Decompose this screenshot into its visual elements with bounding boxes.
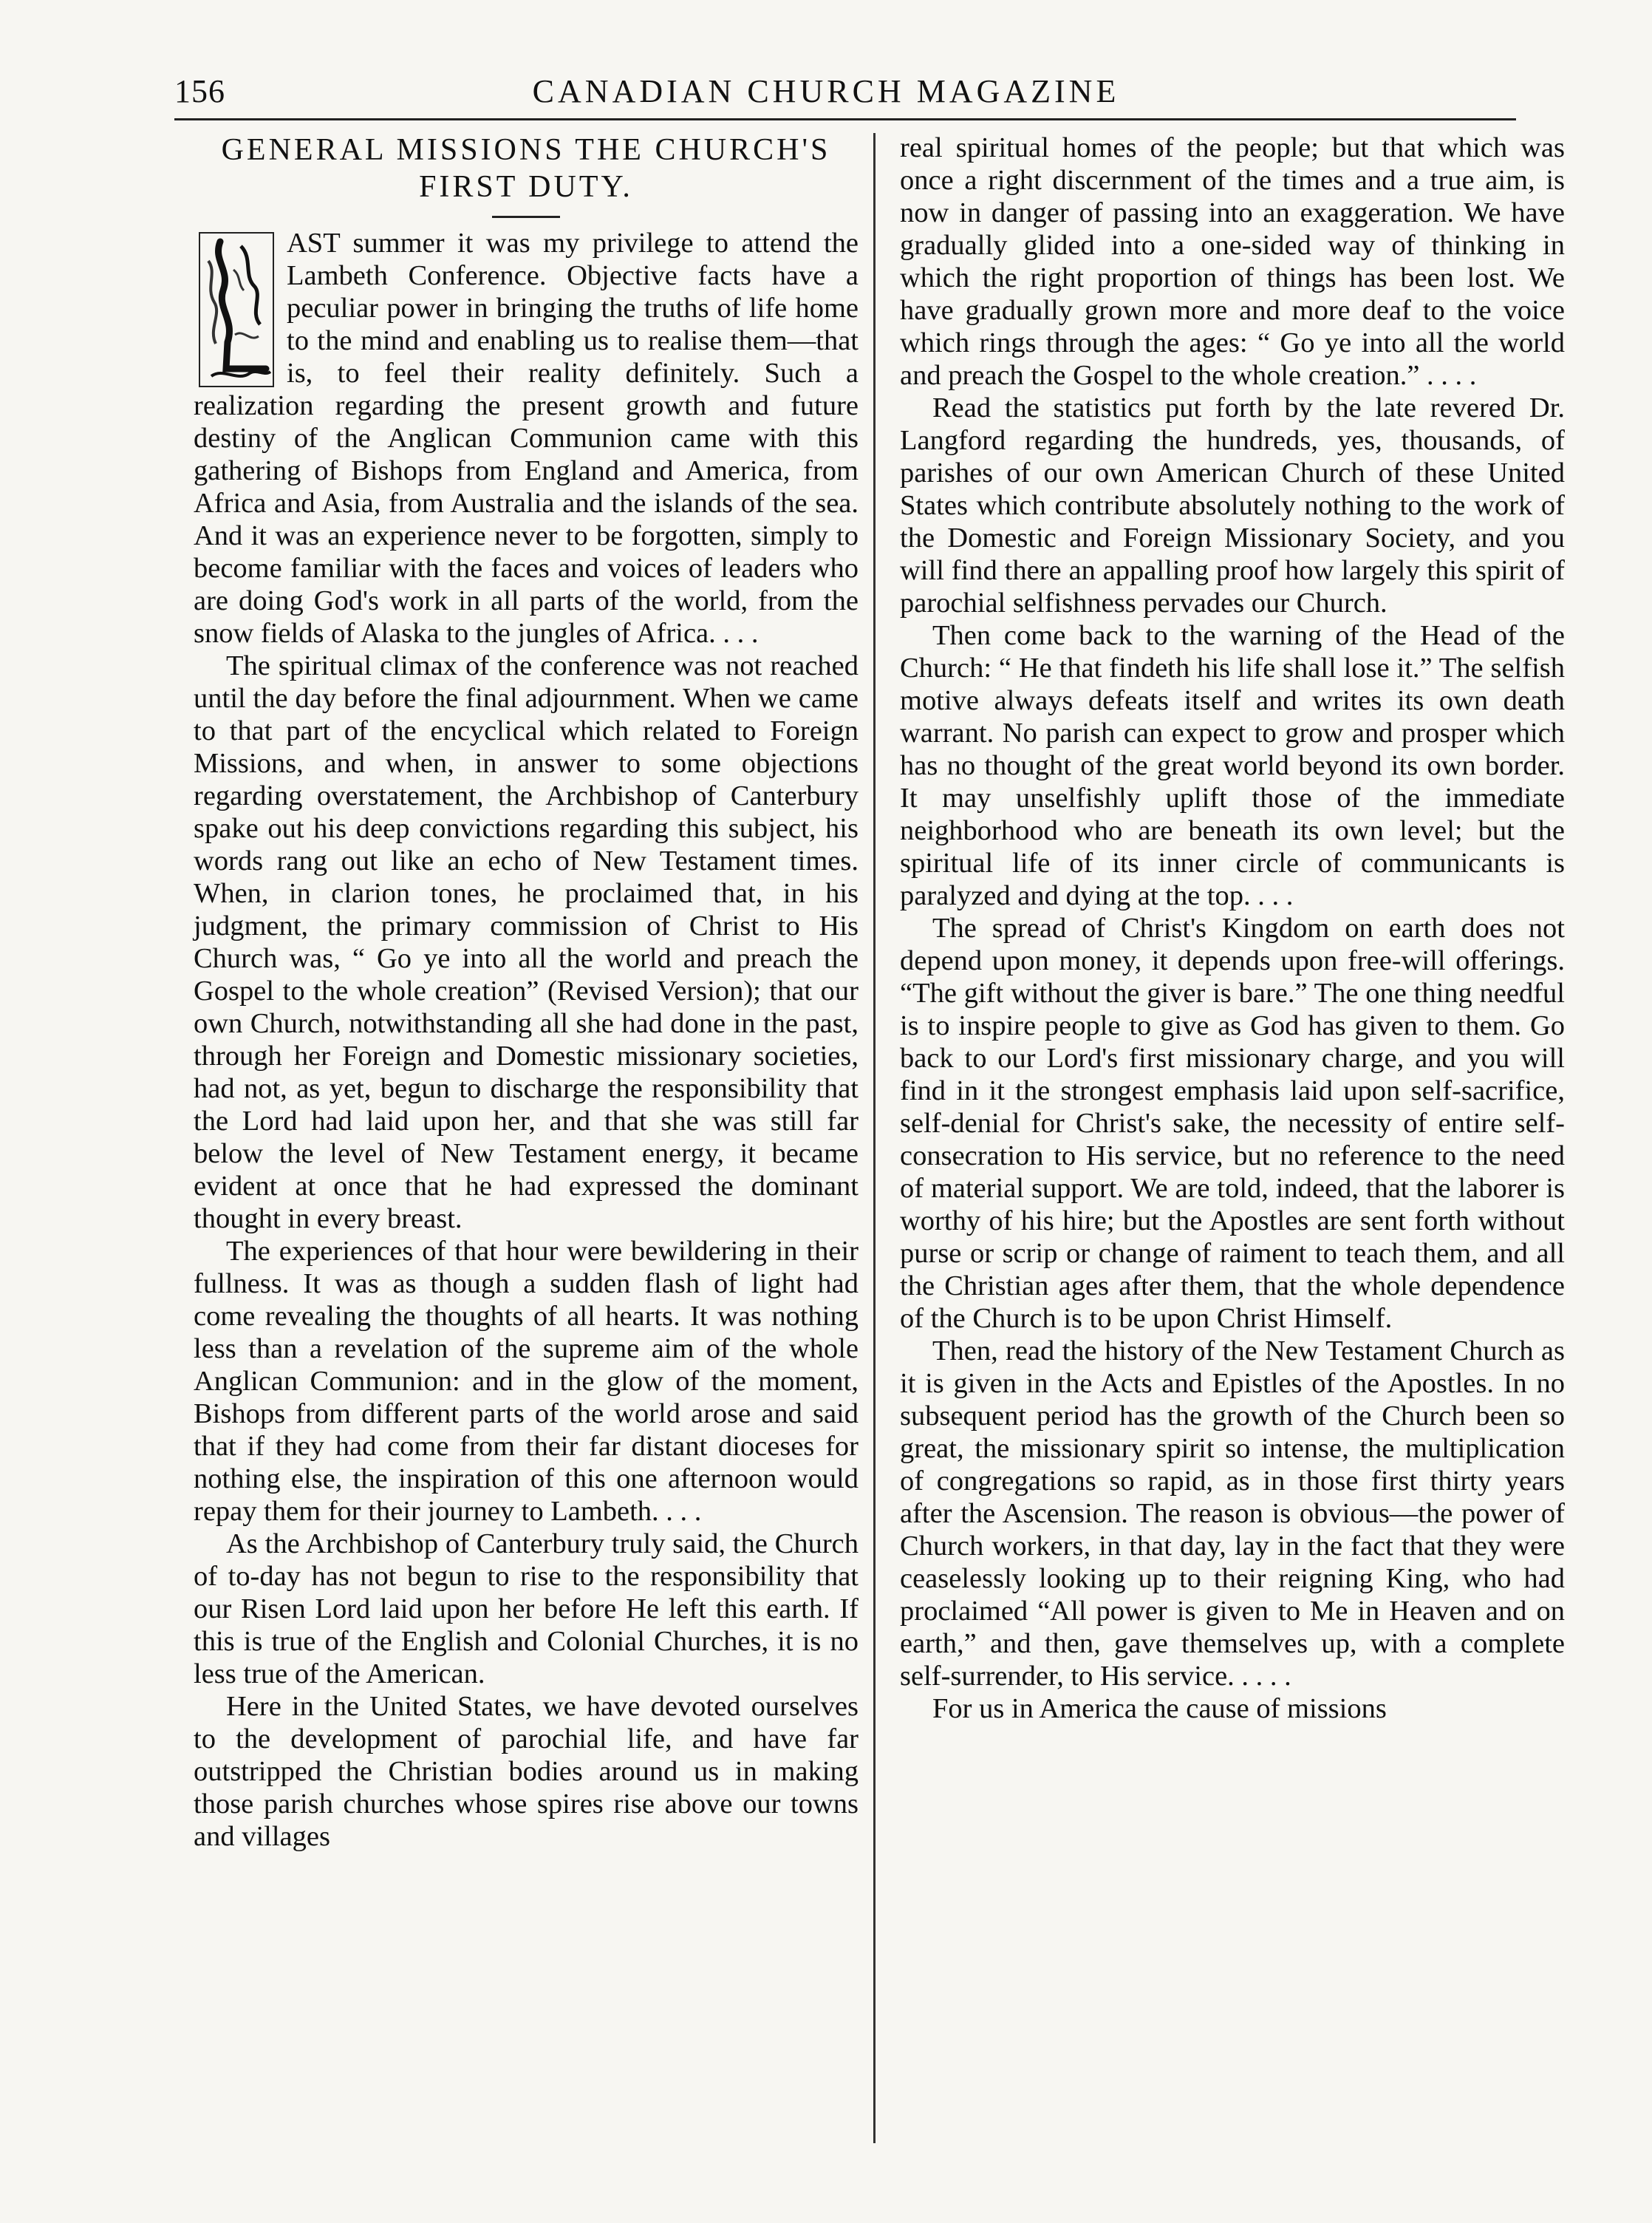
article-title bbox=[194, 132, 859, 205]
left-column bbox=[194, 132, 859, 1853]
paragraph: Then, read the history of the New Testament Church as it is given in the Acts and Epistles of the Apostles. In no subsequent period has the growth of the Church been so great, the missionary spirit so intense, the multiplication of congregations so rapid, as in those first thirty years after the Ascension. The reason is obvious—the power of Church workers, in that day, lay in the fact that they were ceaselessly looking up to their reigning King, who had proclaimed “All power is given to Me in Heaven and on earth,” and then, gave themselves up, with a complete self-surrender, to His service. . . . . bbox=[900, 1335, 1565, 1692]
paragraph: The spread of Christ's Kingdom on earth does not depend upon money, it depends upon free-will offerings. “The gift without the giver is bare.” The one thing needful is to inspire people to give as God has given to them. Go back to our Lord's first missionary charge, and you will find in it the strongest emphasis laid upon self-sacrifice, self-denial for Christ's sake, the necessity of entire self-consecration to His service, but no reference to the need of material support. We are told, indeed, that the laborer is worthy of his hire; but the Apostles are sent forth without purse or scrip or change of raiment to teach them, and all the Christian ages after them, that the whole dependence of the Church is to be upon Christ Himself. bbox=[900, 913, 1565, 1334]
paragraph: As the Archbishop of Canterbury truly said, the Church of to-day has not begun to rise to the responsibility that our Risen Lord laid upon her before He left this earth. If this is true of the English and Colonial Churches, it is no less true of the American. bbox=[194, 1528, 859, 1689]
page-number: 156 bbox=[174, 73, 225, 109]
paragraph: The experiences of that hour were bewildering in their fullness. It was as though a sudden flash of light had come revealing the thoughts of all hearts. It was nothing less than a revelation of the supreme aim of the whole Anglican Communion: and in the glow of the moment, Bishops from different parts of the world arose and said that if they had come from their far distant dioceses for nothing else, the inspiration of this one afternoon would repay them for their journey to Lambeth. . . . bbox=[194, 1236, 859, 1527]
drop-cap-remainder: AST summer it was my privilege to attend the Lambeth Conference. Objective facts have a peculiar power in bringing the truths of life home to the mind and enabling us to realise them—that is, to feel their reality definitely. Such a realization regarding the present growth and future destiny of the Anglican Communion came with this gathering of Bishops from England and America, from Africa and Asia, from Australia and the islands of the sea. And it was an experience never to be forgotten, simply to become familiar with the faces and voices of leaders who are doing God's work in all parts of the world, from the snow fields of Alaska to the jungles of Africa. . . . bbox=[194, 228, 859, 649]
paragraph: Here in the United States, we have devoted ourselves to the development of parochial life, and have far outstripped the Christian bodies around us in making those parish churches whose spires rise above our towns and villages bbox=[194, 1691, 859, 1852]
paragraph: Then come back to the warning of the Head of the Church: “ He that findeth his life shall lose it.” The selfish motive always defeats itself and writes its own death warrant. No parish can expect to grow and prosper which has no thought of the great world beyond its own border. It may unselfishly uplift those of the immediate neighborhood who are beneath its own level; but the spiritual life of its inner circle of communicants is paralyzed and dying at the top. . . . bbox=[900, 620, 1565, 911]
title-rule bbox=[492, 216, 560, 218]
article-title-line1: GENERAL MISSIONS THE CHURCH'S bbox=[221, 133, 831, 167]
column-divider bbox=[873, 133, 876, 2143]
paragraph: The spiritual climax of the conference was not reached until the day before the final adjournment. When we came to that part of the encyclical which related to Foreign Missions, and when, in answer to some objections regarding overstatement, the Archbishop of Canterbury spake out his deep convictions regarding this subject, his words rang out like an echo of New Testament times. When, in clarion tones, he proclaimed that, in his judgment, the primary commission of Christ to His Church was, “ Go ye into all the world and preach the Gospel to the whole creation” (Revised Version); that our own Church, notwithstanding all she had done in the past, through her Foreign and Domestic missionary societies, had not, as yet, begun to discharge the responsibility that the Lord had laid upon her, and that she was still far below the level of New Testament energy, it became evident at once that he had expressed the dominant thought in every breast. bbox=[194, 650, 859, 1234]
running-title: CANADIAN CHURCH MAGAZINE bbox=[532, 73, 1120, 109]
right-column bbox=[900, 132, 1565, 1725]
paragraph-intro bbox=[194, 227, 859, 650]
drop-cap-ornament bbox=[198, 231, 275, 388]
ornamental-letter-l-icon bbox=[198, 231, 275, 388]
header-rule bbox=[174, 118, 1516, 120]
paragraph: Read the statistics put forth by the late revered Dr. Langford regarding the hundreds, yes, thousands, of parishes of our own American Church of these United States which contribute absolutely nothing to the work of the Domestic and Foreign Missionary Society, and you will find there an appalling proof how largely this spirit of parochial selfishness pervades our Church. bbox=[900, 392, 1565, 619]
paragraph-continued: real spiritual homes of the people; but that which was once a right discernment of the times and a true aim, is now in danger of passing into an exaggeration. We have gradually glided into a one-sided way of thinking in which the right proportion of things has been lost. We have gradually grown more and more deaf to the voice which rings through the ages: “ Go ye into all the world and preach the Gospel to the whole creation.” . . . . bbox=[900, 132, 1565, 391]
article-title-line2: FIRST DUTY. bbox=[419, 170, 633, 204]
paragraph: For us in America the cause of missions bbox=[932, 1693, 1387, 1724]
